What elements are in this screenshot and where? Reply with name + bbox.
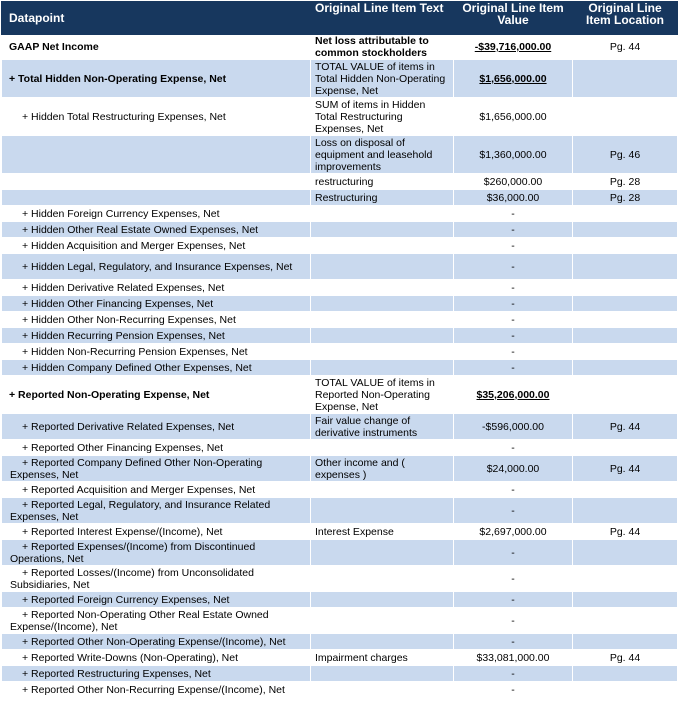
- datapoint-cell: + Reported Derivative Related Expenses, Net: [2, 414, 311, 440]
- datapoint-cell: + Reported Interest Expense/(Income), Net: [2, 524, 311, 540]
- line-item-location-cell: Pg. 46: [573, 136, 678, 174]
- table-row: [2, 482, 678, 498]
- line-item-value-cell: -: [454, 666, 573, 682]
- line-item-text-cell: [311, 312, 454, 328]
- table-row: [2, 682, 678, 698]
- line-item-text-cell: SUM of items in Hidden Total Restructuring Expenses, Net: [311, 98, 454, 136]
- line-item-value-cell: -: [454, 592, 573, 608]
- line-item-text-cell: [311, 540, 454, 566]
- line-item-location-cell: [573, 360, 678, 376]
- line-item-location-cell: [573, 540, 678, 566]
- datapoint-cell: [2, 190, 311, 206]
- datapoint-cell: + Hidden Other Financing Expenses, Net: [2, 296, 311, 312]
- line-item-text-cell: [311, 222, 454, 238]
- table-row: [2, 238, 678, 254]
- line-item-value-cell: $260,000.00: [454, 174, 573, 190]
- datapoint-cell: + Reported Write-Downs (Non-Operating), Net: [2, 650, 311, 666]
- line-item-text-cell: Restructuring: [311, 190, 454, 206]
- table-row: [2, 456, 678, 482]
- table-row: [2, 666, 678, 682]
- datapoint-cell: + Total Hidden Non-Operating Expense, Net: [2, 60, 311, 98]
- datapoint-cell: [2, 174, 311, 190]
- table-row: [2, 634, 678, 650]
- line-item-text-cell: [311, 566, 454, 592]
- line-item-text-cell: TOTAL VALUE of items in Total Hidden Non-Operating Expense, Net: [311, 60, 454, 98]
- table-row: [2, 540, 678, 566]
- table-row: [2, 280, 678, 296]
- line-item-text-cell: Net loss attributable to common stockholders: [311, 35, 454, 60]
- line-item-value-cell: -: [454, 566, 573, 592]
- datapoint-cell: + Hidden Non-Recurring Pension Expenses, Net: [2, 344, 311, 360]
- line-item-value-cell: -: [454, 328, 573, 344]
- line-item-location-cell: Pg. 44: [573, 524, 678, 540]
- table-row: [2, 344, 678, 360]
- line-item-text-cell: [311, 328, 454, 344]
- line-item-location-cell: Pg. 44: [573, 35, 678, 60]
- line-item-text-cell: Loss on disposal of equipment and leasehold improvements: [311, 136, 454, 174]
- line-item-location-cell: [573, 608, 678, 634]
- line-item-value-cell: -: [454, 222, 573, 238]
- line-item-text-cell: [311, 238, 454, 254]
- table-row: [2, 190, 678, 206]
- table-row: [2, 312, 678, 328]
- line-item-value-cell: $33,081,000.00: [454, 650, 573, 666]
- table-row: [2, 60, 678, 98]
- datapoint-cell: + Reported Other Financing Expenses, Net: [2, 440, 311, 456]
- line-item-location-cell: [573, 440, 678, 456]
- line-item-text-cell: [311, 440, 454, 456]
- datapoint-cell: + Reported Foreign Currency Expenses, Net: [2, 592, 311, 608]
- datapoint-cell: + Hidden Recurring Pension Expenses, Net: [2, 328, 311, 344]
- table-row: [2, 592, 678, 608]
- datapoint-table: [1, 1, 678, 698]
- header-text: Original Line Item Text: [311, 2, 454, 35]
- line-item-location-cell: Pg. 28: [573, 190, 678, 206]
- datapoint-cell: + Hidden Foreign Currency Expenses, Net: [2, 206, 311, 222]
- line-item-value-cell: -: [454, 540, 573, 566]
- line-item-value-cell: -: [454, 440, 573, 456]
- line-item-text-cell: [311, 482, 454, 498]
- line-item-location-cell: [573, 482, 678, 498]
- datapoint-cell: + Reported Restructuring Expenses, Net: [2, 666, 311, 682]
- datapoint-cell: + Reported Company Defined Other Non-Operating Expenses, Net: [2, 456, 311, 482]
- line-item-text-cell: Fair value change of derivative instruments: [311, 414, 454, 440]
- line-item-value-cell: $1,360,000.00: [454, 136, 573, 174]
- header-location: Original Line Item Location: [573, 2, 678, 35]
- line-item-location-cell: [573, 60, 678, 98]
- line-item-text-cell: [311, 666, 454, 682]
- line-item-location-cell: [573, 222, 678, 238]
- line-item-value-cell: -: [454, 312, 573, 328]
- line-item-value-cell: -: [454, 206, 573, 222]
- line-item-value-cell: -: [454, 280, 573, 296]
- line-item-text-cell: [311, 206, 454, 222]
- table-row: [2, 566, 678, 592]
- datapoint-cell: + Reported Other Non-Recurring Expense/(Income), Net: [2, 682, 311, 698]
- line-item-text-cell: TOTAL VALUE of items in Reported Non-Operating Expense, Net: [311, 376, 454, 414]
- line-item-text-cell: [311, 498, 454, 524]
- line-item-value-cell: $36,000.00: [454, 190, 573, 206]
- line-item-location-cell: [573, 328, 678, 344]
- line-item-location-cell: [573, 592, 678, 608]
- line-item-text-cell: [311, 344, 454, 360]
- line-item-location-cell: Pg. 28: [573, 174, 678, 190]
- line-item-text-cell: Other income and ( expenses ): [311, 456, 454, 482]
- datapoint-cell: GAAP Net Income: [2, 35, 311, 60]
- line-item-location-cell: [573, 566, 678, 592]
- line-item-text-cell: [311, 254, 454, 280]
- datapoint-cell: + Reported Non-Operating Expense, Net: [2, 376, 311, 414]
- datapoint-cell: + Reported Legal, Regulatory, and Insurance Related Expenses, Net: [2, 498, 311, 524]
- line-item-text-cell: [311, 360, 454, 376]
- line-item-location-cell: Pg. 44: [573, 456, 678, 482]
- table-row: [2, 360, 678, 376]
- line-item-value-cell: $1,656,000.00: [454, 60, 573, 98]
- table-row: [2, 98, 678, 136]
- table-row: [2, 440, 678, 456]
- line-item-value-cell: -: [454, 238, 573, 254]
- line-item-text-cell: [311, 682, 454, 698]
- line-item-text-cell: [311, 608, 454, 634]
- datapoint-cell: + Reported Non-Operating Other Real Estate Owned Expense/(Income), Net: [2, 608, 311, 634]
- line-item-location-cell: [573, 238, 678, 254]
- line-item-value-cell: $1,656,000.00: [454, 98, 573, 136]
- datapoint-cell: + Hidden Company Defined Other Expenses, Net: [2, 360, 311, 376]
- line-item-location-cell: [573, 498, 678, 524]
- datapoint-cell: + Hidden Other Non-Recurring Expenses, Net: [2, 312, 311, 328]
- table-row: [2, 35, 678, 60]
- datapoint-cell: + Reported Other Non-Operating Expense/(Income), Net: [2, 634, 311, 650]
- header-datapoint: Datapoint: [2, 2, 311, 35]
- datapoint-cell: + Hidden Derivative Related Expenses, Net: [2, 280, 311, 296]
- line-item-value-cell: -: [454, 360, 573, 376]
- line-item-value-cell: $24,000.00: [454, 456, 573, 482]
- line-item-location-cell: Pg. 44: [573, 650, 678, 666]
- line-item-value-cell: -: [454, 634, 573, 650]
- line-item-text-cell: restructuring: [311, 174, 454, 190]
- line-item-location-cell: [573, 280, 678, 296]
- line-item-value-cell: -: [454, 344, 573, 360]
- line-item-location-cell: [573, 312, 678, 328]
- line-item-text-cell: [311, 296, 454, 312]
- table-row: [2, 650, 678, 666]
- line-item-text-cell: [311, 634, 454, 650]
- datapoint-cell: + Reported Expenses/(Income) from Discontinued Operations, Net: [2, 540, 311, 566]
- line-item-value-cell: -: [454, 296, 573, 312]
- table-row: [2, 136, 678, 174]
- line-item-value-cell: $2,697,000.00: [454, 524, 573, 540]
- header-row: [2, 2, 678, 35]
- datapoint-cell: [2, 136, 311, 174]
- line-item-value-cell: -$596,000.00: [454, 414, 573, 440]
- line-item-value-cell: -$39,716,000.00: [454, 35, 573, 60]
- datapoint-cell: + Hidden Other Real Estate Owned Expenses, Net: [2, 222, 311, 238]
- table-row: [2, 414, 678, 440]
- line-item-location-cell: [573, 666, 678, 682]
- line-item-location-cell: [573, 296, 678, 312]
- table-row: [2, 206, 678, 222]
- line-item-value-cell: -: [454, 682, 573, 698]
- table-row: [2, 608, 678, 634]
- table-row: [2, 296, 678, 312]
- line-item-text-cell: [311, 280, 454, 296]
- table-row: [2, 222, 678, 238]
- line-item-value-cell: -: [454, 608, 573, 634]
- datapoint-cell: + Hidden Total Restructuring Expenses, Net: [2, 98, 311, 136]
- table-row: [2, 174, 678, 190]
- line-item-location-cell: Pg. 44: [573, 414, 678, 440]
- table-row: [2, 328, 678, 344]
- datapoint-cell: + Reported Acquisition and Merger Expenses, Net: [2, 482, 311, 498]
- line-item-location-cell: [573, 344, 678, 360]
- line-item-value-cell: -: [454, 498, 573, 524]
- table-row: [2, 254, 678, 280]
- line-item-text-cell: Impairment charges: [311, 650, 454, 666]
- line-item-text-cell: Interest Expense: [311, 524, 454, 540]
- table-row: [2, 376, 678, 414]
- datapoint-cell: + Hidden Legal, Regulatory, and Insurance Expenses, Net: [2, 254, 311, 280]
- line-item-location-cell: [573, 206, 678, 222]
- line-item-location-cell: [573, 254, 678, 280]
- table-row: [2, 524, 678, 540]
- datapoint-cell: + Hidden Acquisition and Merger Expenses, Net: [2, 238, 311, 254]
- line-item-value-cell: -: [454, 254, 573, 280]
- line-item-value-cell: -: [454, 482, 573, 498]
- line-item-text-cell: [311, 592, 454, 608]
- line-item-location-cell: [573, 634, 678, 650]
- table-row: [2, 498, 678, 524]
- line-item-value-cell: $35,206,000.00: [454, 376, 573, 414]
- line-item-location-cell: [573, 98, 678, 136]
- header-value: Original Line Item Value: [454, 2, 573, 35]
- datapoint-cell: + Reported Losses/(Income) from Unconsolidated Subsidiaries, Net: [2, 566, 311, 592]
- line-item-location-cell: [573, 376, 678, 414]
- line-item-location-cell: [573, 682, 678, 698]
